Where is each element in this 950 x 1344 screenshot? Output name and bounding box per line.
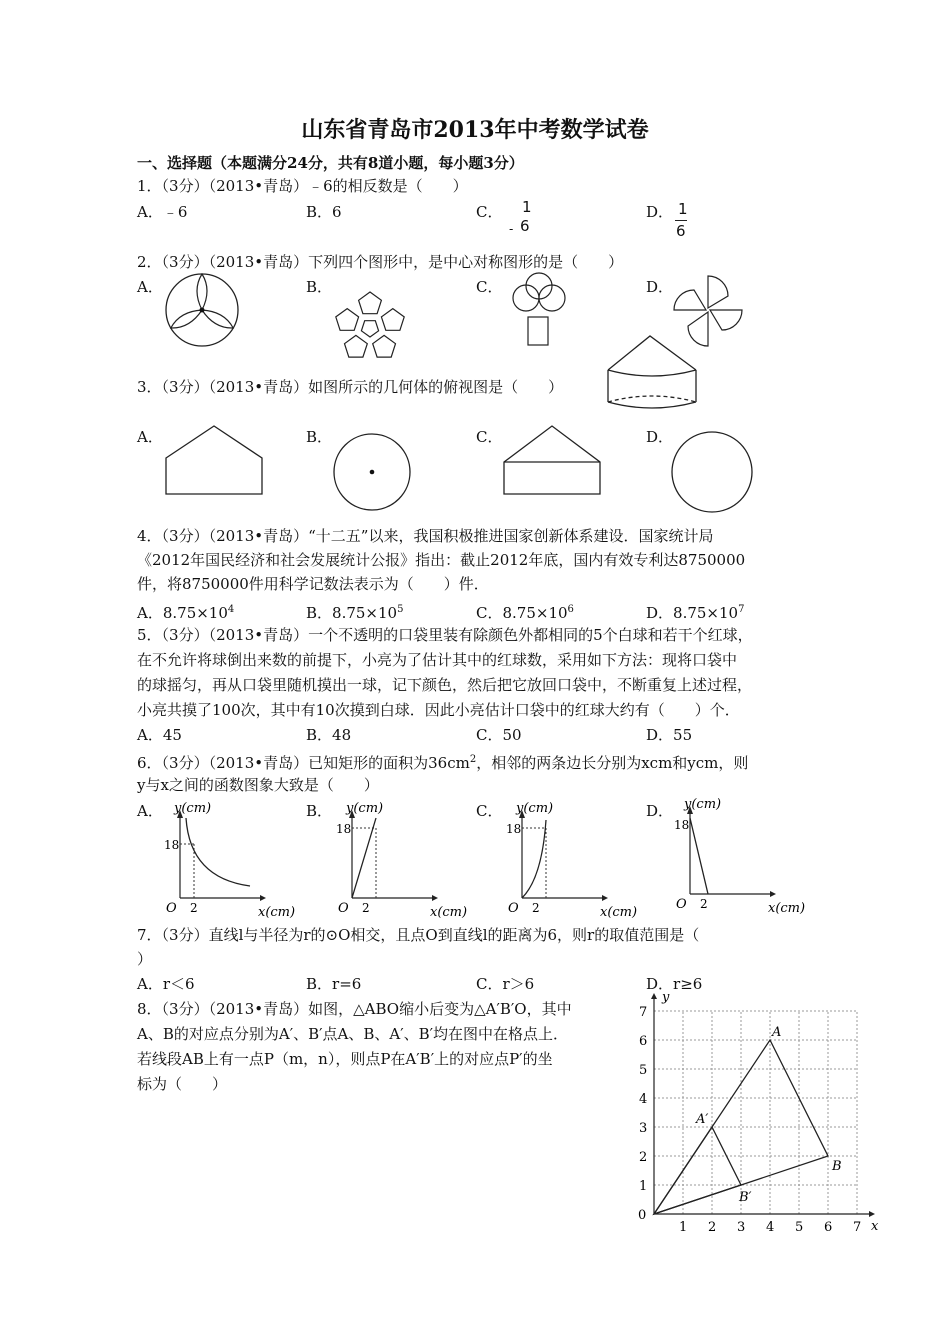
triangle-abo (654, 1040, 828, 1214)
q3-figure-c (502, 424, 606, 496)
q4-b-exp: 5 (397, 604, 404, 615)
section-heading: 一、选择题（本题满分24分，共有8道小题，每小题3分） (137, 154, 524, 172)
x-arrow (770, 891, 776, 897)
pentagon-shape (373, 335, 396, 357)
q6-option-a[interactable]: A． (137, 802, 163, 820)
q3-option-c[interactable]: C． (476, 428, 503, 446)
q2-stem: 2．（3分）（2013•青岛）下列四个图形中，是中心对称图形的是（ ） (137, 253, 624, 271)
origin-label: 0 (638, 1208, 647, 1223)
q8-line-3: 若线段AB上有一点P（m，n），则点P在A′B′上的对应点P′的坐 (137, 1050, 553, 1068)
pentagon-shape (345, 335, 368, 357)
curve (522, 820, 546, 898)
q4-d-text: D．8.75×10 (646, 604, 739, 622)
q8-line-4: 标为（ ） (137, 1075, 228, 1093)
q5-option-b[interactable]: B．48 (306, 726, 352, 744)
q7-option-b[interactable]: B．r=6 (306, 975, 362, 993)
x-tick-label: 4 (766, 1220, 775, 1235)
point-b-label: B (832, 1159, 842, 1174)
pentagon-shape (361, 321, 378, 337)
x-axis-label: x (871, 1219, 879, 1234)
q5-line-1: 5．（3分）（2013•青岛）一个不透明的口袋里装有除颜色外都相同的5个白球和若干个红球， (137, 626, 753, 644)
q1-option-b[interactable]: B．6 (306, 203, 342, 221)
origin-label: O (338, 901, 349, 916)
tick-2-label: 2 (362, 901, 370, 915)
q6-graph-c (500, 798, 640, 920)
x-tick-label: 6 (824, 1220, 833, 1235)
q4-c-text: C．8.75×10 (476, 604, 568, 622)
point-a-prime-label: A′ (696, 1112, 709, 1127)
q3-option-a[interactable]: A． (137, 428, 163, 446)
x-label: x(cm) (768, 901, 806, 916)
triangle-a2b2o (654, 1127, 741, 1214)
y-label: y(cm) (174, 801, 212, 816)
pentagon-shape (336, 309, 359, 331)
q1-d-numerator: 1 (678, 200, 688, 218)
pentagon-shape (381, 309, 404, 331)
q5-line-2: 在不允许将球倒出来数的前提下，小亮为了估计其中的红球数，采用如下方法：现将口袋中 (137, 651, 738, 669)
q3-figure-b (332, 432, 414, 514)
q6-l1-b: ，相邻的两条边长分别为xcm和ycm，则 (476, 754, 749, 772)
y-axis-label: y (662, 990, 670, 1005)
tick-18-label: 18 (674, 818, 690, 832)
q4-b-text: B．8.75×10 (306, 604, 398, 622)
page-title: 山东省青岛市2013年中考数学试卷 (301, 117, 649, 143)
y-tick-label: 5 (639, 1063, 648, 1078)
x-arrow (260, 895, 266, 901)
tick-2-label: 2 (190, 901, 198, 915)
q5-line-4: 小亮共摸了100次，其中有10次摸到白球．因此小亮估计口袋中的红球大约有（ ）个． (137, 701, 740, 719)
y-label: y(cm) (346, 801, 384, 816)
x-arrow (602, 895, 608, 901)
x-tick-label: 1 (679, 1220, 688, 1235)
y-tick-label: 3 (639, 1121, 648, 1136)
q2-option-a[interactable]: A． (137, 278, 163, 296)
q8-line-2: A、B的对应点分别为A′、B′点A、B、A′、B′均在图中在格点上． (137, 1025, 569, 1043)
q6-graph-b (330, 798, 470, 920)
origin-label: O (166, 901, 177, 916)
q1-c-numerator: 1 (522, 198, 532, 216)
y-label: y(cm) (684, 797, 722, 812)
q7-line-1: 7．（3分）直线l与半径为r的⊙O相交，且点O到直线l的距离为6，则r的取值范围是（ (137, 926, 700, 944)
q5-option-a[interactable]: A．45 (137, 726, 182, 744)
q6-l1-sup: 2 (469, 754, 477, 765)
q1-c-denominator: 6 (520, 217, 530, 235)
fraction-bar (675, 220, 687, 221)
q3-solid-figure (600, 334, 705, 414)
q4-line-2: 《2012年国民经济和社会发展统计公报》指出：截止2012年底，国内有效专利达8750000 (137, 551, 746, 569)
q2-option-b[interactable]: B． (306, 278, 333, 296)
point-a-label: A (772, 1025, 782, 1040)
q4-option-a[interactable] (137, 598, 234, 625)
y-tick-label: 6 (639, 1034, 648, 1049)
q1-d-denominator: 6 (676, 222, 686, 240)
q2-option-d[interactable]: D． (646, 278, 674, 296)
x-label: x(cm) (600, 905, 638, 920)
origin-label: O (508, 901, 519, 916)
q8-line-1: 8．（3分）（2013•青岛）如图，△ABO缩小后变为△A′B′O，其中 (137, 1000, 572, 1018)
q7-option-c[interactable]: C．r＞6 (476, 975, 535, 993)
q3-stem: 3．（3分）（2013•青岛）如图所示的几何体的俯视图是（ ） (137, 378, 564, 396)
q1-option-a[interactable]: A．﹣6 (137, 203, 188, 221)
q3-option-b[interactable]: B． (306, 428, 333, 446)
y-tick-label: 1 (639, 1179, 648, 1194)
line-graph (352, 818, 376, 898)
tick-2-label: 2 (532, 901, 540, 915)
x-label: x(cm) (258, 905, 296, 920)
y-tick-label: 7 (639, 1005, 648, 1020)
q7-option-d[interactable]: D．r≥6 (646, 975, 703, 993)
q6-line-2: y与x之间的函数图象大致是（ ） (137, 776, 379, 794)
q4-c-exp: 6 (567, 604, 574, 615)
q4-option-b[interactable] (306, 598, 403, 625)
q6-graph-d (668, 794, 808, 916)
y-tick-label: 2 (639, 1150, 648, 1165)
x-label: x(cm) (430, 905, 468, 920)
tick-18-label: 18 (164, 838, 180, 852)
x-tick-label: 2 (708, 1220, 717, 1235)
q2-option-c[interactable]: C． (476, 278, 503, 296)
q1-stem: 1．（3分）（2013•青岛）﹣6的相反数是（ ） (137, 177, 468, 195)
tick-2-label: 2 (700, 897, 708, 911)
q8-coordinate-grid (630, 990, 890, 1245)
tick-18-label: 18 (506, 822, 522, 836)
x-tick-label: 5 (795, 1220, 804, 1235)
q3-option-d[interactable]: D． (646, 428, 674, 446)
q7-line-2: ） (137, 950, 153, 968)
q3-figure-a (164, 424, 268, 496)
q4-line-1: 4．（3分）（2013•青岛）“十二五”以来，我国积极推进国家创新体系建设．国家统计局 (137, 527, 714, 545)
q4-line-3: 件，将8750000件用科学记数法表示为（ ）件． (137, 575, 489, 593)
q5-line-3: 的球摇匀，再从口袋里随机摸出一球，记下颜色，然后把它放回口袋中，不断重复上述过程， (137, 676, 753, 694)
q1-c-sign: - (509, 222, 514, 236)
tick-18-label: 18 (336, 822, 352, 836)
origin-label: O (676, 897, 687, 912)
q6-graph-a (158, 798, 298, 920)
q1-option-c[interactable]: C． (476, 203, 503, 221)
q1-option-d[interactable]: D． (646, 203, 674, 221)
q4-a-exp: 4 (227, 604, 235, 615)
q6-option-c[interactable]: C． (476, 802, 503, 820)
q5-option-d[interactable]: D．55 (646, 726, 693, 744)
q4-option-d[interactable] (646, 598, 744, 625)
y-tick-label: 4 (639, 1092, 648, 1107)
q4-a-text: A．8.75×10 (137, 604, 228, 622)
q6-l1-a: 6．（3分）（2013•青岛）已知矩形的面积为36cm (137, 754, 470, 772)
q6-option-b[interactable]: B． (306, 802, 333, 820)
curve (186, 818, 250, 886)
q3-figure-d (672, 432, 754, 514)
pentagon-shape (359, 292, 382, 314)
y-label: y(cm) (516, 801, 554, 816)
q2-figure-c (500, 270, 580, 350)
x-tick-label: 7 (853, 1220, 862, 1235)
point-b-prime-label: B′ (739, 1190, 752, 1205)
q5-option-c[interactable]: C．50 (476, 726, 522, 744)
q7-option-a[interactable]: A．r＜6 (137, 975, 195, 993)
q6-option-d[interactable]: D． (646, 802, 674, 820)
q4-d-exp: 7 (738, 604, 745, 615)
x-tick-label: 3 (737, 1220, 746, 1235)
x-arrow (432, 895, 438, 901)
x-arrow (869, 1211, 875, 1217)
line-graph (690, 818, 708, 894)
q4-option-c[interactable] (476, 598, 574, 625)
q2-figure-b (330, 290, 410, 365)
q2-figure-a (162, 270, 242, 350)
q6-line-1 (137, 748, 748, 775)
